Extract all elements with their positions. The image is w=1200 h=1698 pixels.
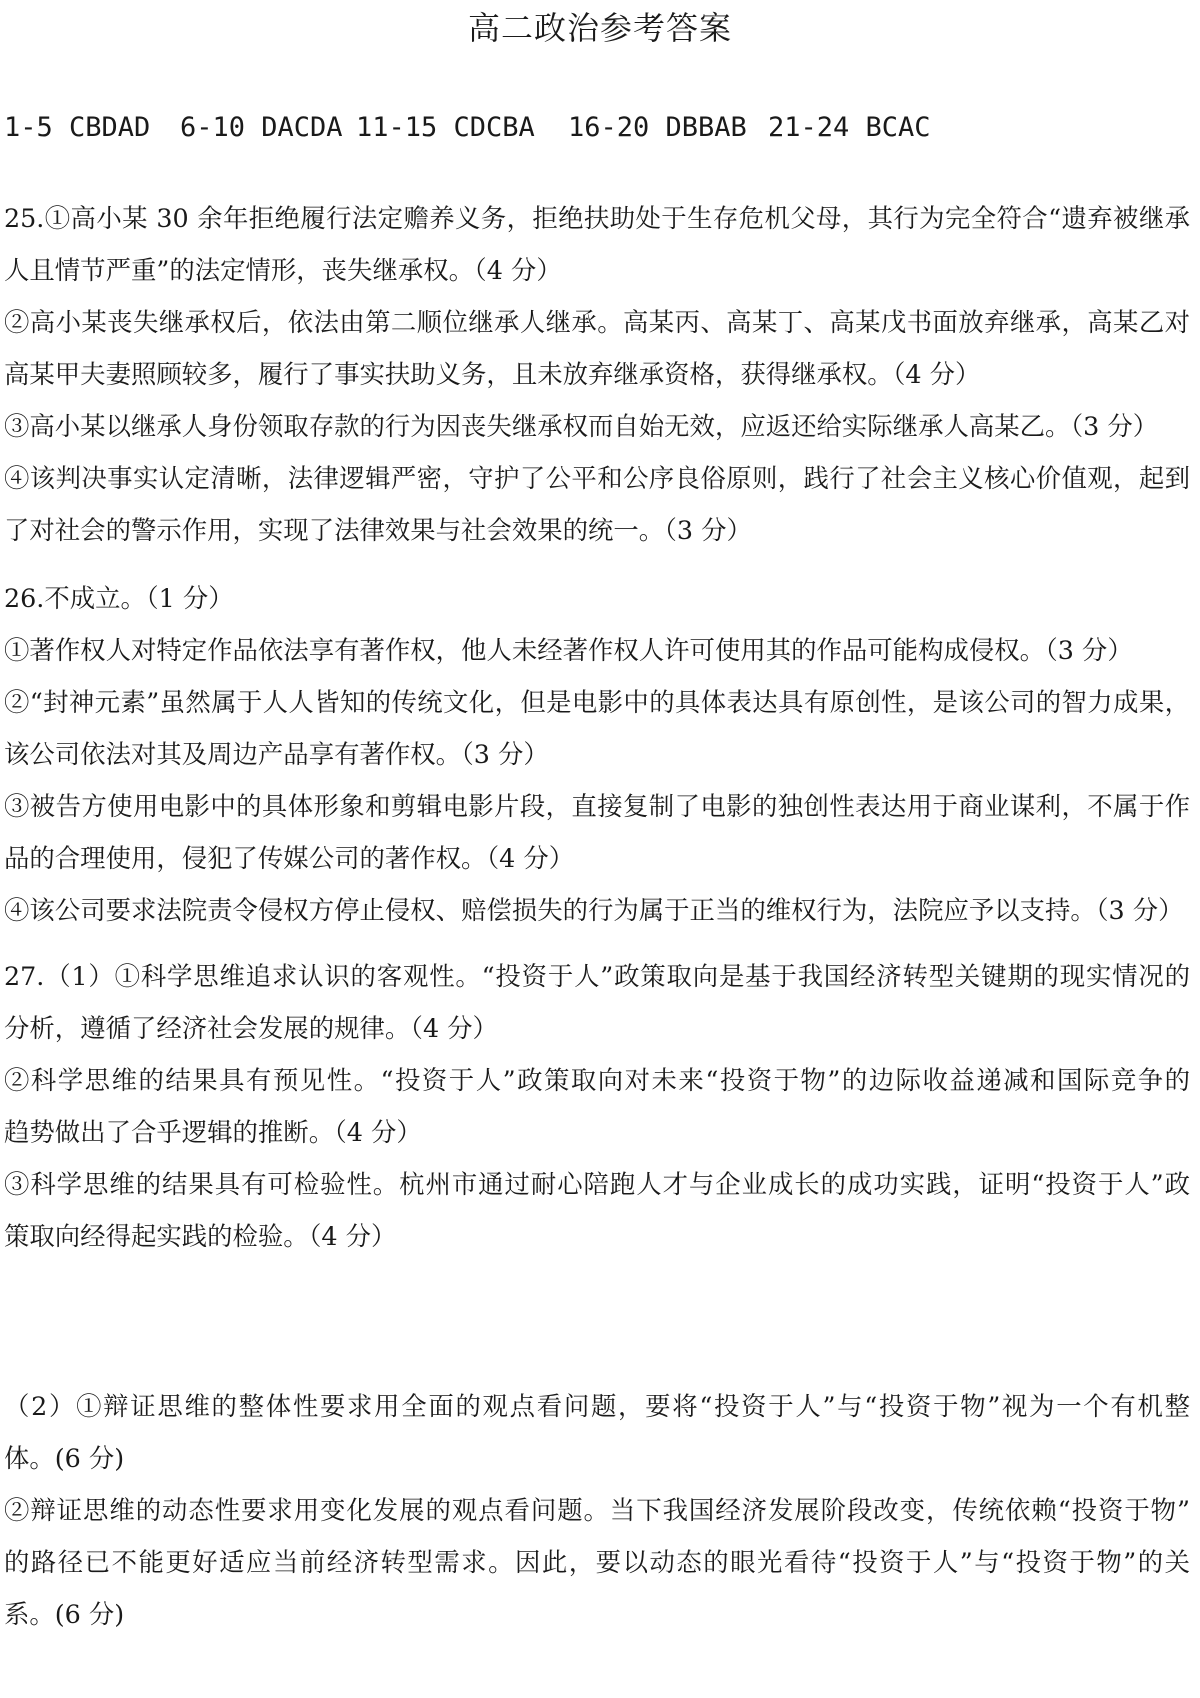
question-27-part-1-answer: [4, 950, 1190, 1262]
answer-line: 品的合理使用，侵犯了传媒公司的著作权。（4 分）: [4, 843, 575, 873]
answer-line: ②辩证思维的动态性要求用变化发展的观点看问题。当下我国经济发展阶段改变，传统依赖“投资于物”: [4, 1495, 1190, 1525]
answer-line: ③科学思维的结果具有可检验性。杭州市通过耐心陪跑人才与企业成长的成功实践，证明“投资于人”政: [4, 1169, 1190, 1199]
question-25-answer: [4, 192, 1190, 556]
answer-line: 高某甲夫妻照顾较多，履行了事实扶助义务，且未放弃继承资格，获得继承权。（4 分）: [4, 359, 981, 389]
answer-line: 了对社会的警示作用，实现了法律效果与社会效果的统一。（3 分）: [4, 515, 752, 545]
answer-line: ③被告方使用电影中的具体形象和剪辑电影片段，直接复制了电影的独创性表达用于商业谋利，不属于作: [4, 791, 1190, 821]
question-27-part-2-answer: [4, 1380, 1190, 1640]
answer-line: （2）①辩证思维的整体性要求用全面的观点看问题，要将“投资于人”与“投资于物”视为一个有机整: [4, 1391, 1190, 1421]
answer-line: 系。(6 分): [4, 1599, 125, 1629]
answer-line: 26.不成立。（1 分）: [4, 583, 234, 613]
answer-line: 人且情节严重”的法定情形，丧失继承权。（4 分）: [4, 255, 562, 285]
answer-line: ④该公司要求法院责令侵权方停止侵权、赔偿损失的行为属于正当的维权行为，法院应予以支持。（3 分）: [4, 895, 1184, 925]
answer-line: 体。(6 分): [4, 1443, 125, 1473]
answer-line: ①著作权人对特定作品依法享有著作权，他人未经著作权人许可使用其的作品可能构成侵权。（3 分）: [4, 635, 1133, 665]
answer-line: 分析，遵循了经济社会发展的规律。（4 分）: [4, 1013, 498, 1043]
answer-line: ②高小某丧失继承权后，依法由第二顺位继承人继承。高某丙、高某丁、高某戊书面放弃继承，高某乙对: [4, 307, 1190, 337]
page-title: 高二政治参考答案: [467, 9, 732, 47]
answer-line: 的路径已不能更好适应当前经济转型需求。因此，要以动态的眼光看待“投资于人”与“投资于物”的关: [4, 1547, 1190, 1577]
answer-line: 该公司依法对其及周边产品享有著作权。（3 分）: [4, 739, 549, 769]
answer-line: ③高小某以继承人身份领取存款的行为因丧失继承权而自始无效，应返还给实际继承人高某乙。（3 分）: [4, 411, 1159, 441]
answer-line: 27.（1）①科学思维追求认识的客观性。“投资于人”政策取向是基于我国经济转型关键期的现实情况的: [4, 961, 1190, 991]
answer-line: ②科学思维的结果具有预见性。“投资于人”政策取向对未来“投资于物”的边际收益递减和国际竞争的: [4, 1065, 1190, 1095]
answer-line: 趋势做出了合乎逻辑的推断。（4 分）: [4, 1117, 422, 1147]
answer-line: ④该判决事实认定清晰，法律逻辑严密，守护了公平和公序良俗原则，践行了社会主义核心价值观，起到: [4, 463, 1190, 493]
answer-line: 25.①高小某 30 余年拒绝履行法定赡养义务，拒绝扶助处于生存危机父母，其行为完全符合“遗弃被继承: [4, 203, 1190, 233]
answer-line: ②“封神元素”虽然属于人人皆知的传统文化，但是电影中的具体表达具有原创性，是该公司的智力成果，: [4, 687, 1190, 717]
answer-line: 策取向经得起实践的检验。（4 分）: [4, 1221, 397, 1251]
question-26-answer: [4, 572, 1190, 936]
answer-group: 11-15 CDCBA: [356, 112, 535, 143]
answer-group: 1-5 CBDAD: [4, 112, 151, 143]
answer-group: 21-24 BCAC: [768, 112, 931, 143]
answer-group: 6-10 DACDA: [180, 112, 343, 143]
answer-group: 16-20 DBBAB: [568, 112, 747, 143]
